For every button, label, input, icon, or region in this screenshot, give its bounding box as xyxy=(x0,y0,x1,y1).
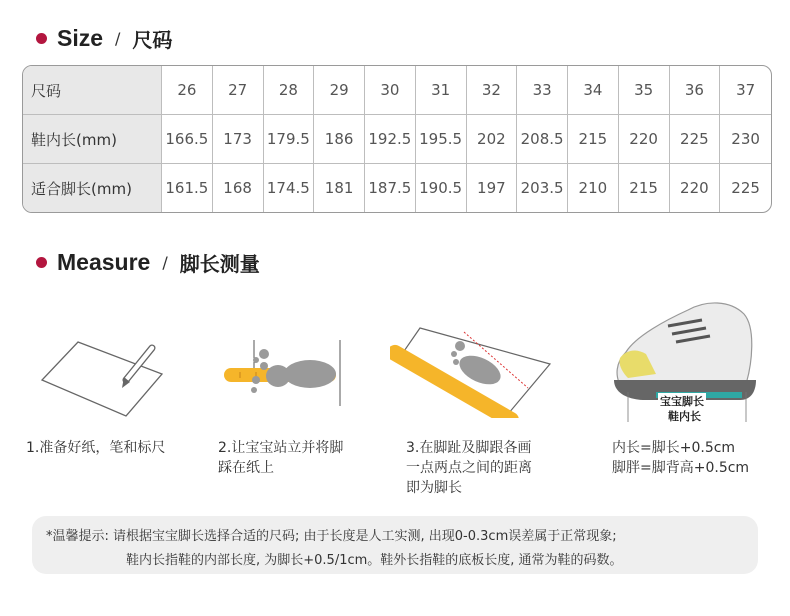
title-separator: / xyxy=(162,253,168,272)
row-label: 尺码 xyxy=(23,66,162,115)
ruler-measure-illustration xyxy=(390,318,560,418)
table-cell: 225 xyxy=(670,115,721,164)
table-cell: 27 xyxy=(213,66,264,115)
tip-line-1: *温馨提示: 请根据宝宝脚长选择合适的尺码; 由于长度是人工实测, 出现0-0.3cm误差属于正常现象; xyxy=(46,529,617,544)
table-cell: 28 xyxy=(264,66,315,115)
table-cell: 225 xyxy=(731,179,760,197)
table-cell: 192.5 xyxy=(365,115,416,164)
title-separator: / xyxy=(115,29,121,48)
table-cell: 230 xyxy=(720,115,771,164)
inner-length-label: 鞋内长 xyxy=(668,410,701,423)
table-cell: 210 xyxy=(568,164,619,212)
measure-section-title xyxy=(36,248,260,277)
step-1-caption xyxy=(26,438,165,458)
measure-title-en: Measure xyxy=(57,249,151,275)
tip-line-2: 鞋内长指鞋的内部长度, 为脚长+0.5/1cm。鞋外长指鞋的底板长度, 通常为鞋的码数。 xyxy=(126,553,623,568)
foot-on-paper-illustration xyxy=(220,336,345,408)
table-row xyxy=(23,115,771,164)
table-cell: 37 xyxy=(720,66,771,115)
paper-pen-illustration xyxy=(40,340,170,420)
step-3-caption xyxy=(406,438,532,498)
step-4-caption xyxy=(612,438,749,478)
size-section-title xyxy=(36,24,172,53)
table-cell: 202 xyxy=(467,115,518,164)
caption-line: 1.准备好纸，笔和标尺 xyxy=(26,440,166,456)
table-cell: 30 xyxy=(365,66,416,115)
table-cell: 187.5 xyxy=(365,164,416,212)
size-title-en: Size xyxy=(57,25,104,51)
size-title-cn: 尺码 xyxy=(132,28,173,52)
foot-length-label: 宝宝脚长 xyxy=(660,395,704,408)
table-cell: 195.5 xyxy=(416,115,467,164)
size-table xyxy=(22,65,772,213)
table-row xyxy=(23,66,771,115)
caption-line: 内长=脚长+0.5cm xyxy=(612,440,736,456)
table-cell: 186 xyxy=(314,115,365,164)
table-cell: 215 xyxy=(568,115,619,164)
table-cell: 215 xyxy=(619,164,670,212)
table-cell: 32 xyxy=(467,66,518,115)
table-cell: 173 xyxy=(213,115,264,164)
table-cell: 29 xyxy=(314,66,365,115)
table-cell: 208.5 xyxy=(517,115,568,164)
table-cell: 174.5 xyxy=(264,164,315,212)
step-2-caption xyxy=(218,438,343,478)
caption-line: 即为脚长 xyxy=(406,480,462,496)
caption-line: 脚胖=脚背高+0.5cm xyxy=(612,460,750,476)
table-cell: 26 xyxy=(162,66,213,115)
table-cell: 203.5 xyxy=(517,164,568,212)
table-cell: 161.5 xyxy=(162,164,213,212)
caption-line: 2.让宝宝站立并将脚 xyxy=(218,440,344,456)
caption-line: 3.在脚趾及脚跟各画 xyxy=(406,440,532,456)
table-row xyxy=(23,164,771,212)
measure-title-cn: 脚长测量 xyxy=(179,252,260,276)
table-cell: 36 xyxy=(670,66,721,115)
table-cell: 34 xyxy=(568,66,619,115)
tip-box xyxy=(32,516,758,574)
table-cell: 220 xyxy=(670,164,721,212)
bullet-dot-icon xyxy=(36,257,47,268)
table-cell: 33 xyxy=(517,66,568,115)
table-cell: 197 xyxy=(467,164,518,212)
table-cell: 179.5 xyxy=(264,115,315,164)
table-cell: 166.5 xyxy=(162,115,213,164)
row-label: 鞋内长(mm) xyxy=(23,115,162,164)
table-cell: 168 xyxy=(213,164,264,212)
caption-line: 一点两点之间的距离 xyxy=(406,460,532,476)
table-cell: 190.5 xyxy=(416,164,467,212)
bullet-dot-icon xyxy=(36,33,47,44)
table-cell: 35 xyxy=(619,66,670,115)
table-cell: 31 xyxy=(416,66,467,115)
table-cell: 181 xyxy=(314,164,365,212)
table-cell: 220 xyxy=(619,115,670,164)
row-label: 适合脚长(mm) xyxy=(23,164,162,212)
caption-line: 踩在纸上 xyxy=(218,460,274,476)
